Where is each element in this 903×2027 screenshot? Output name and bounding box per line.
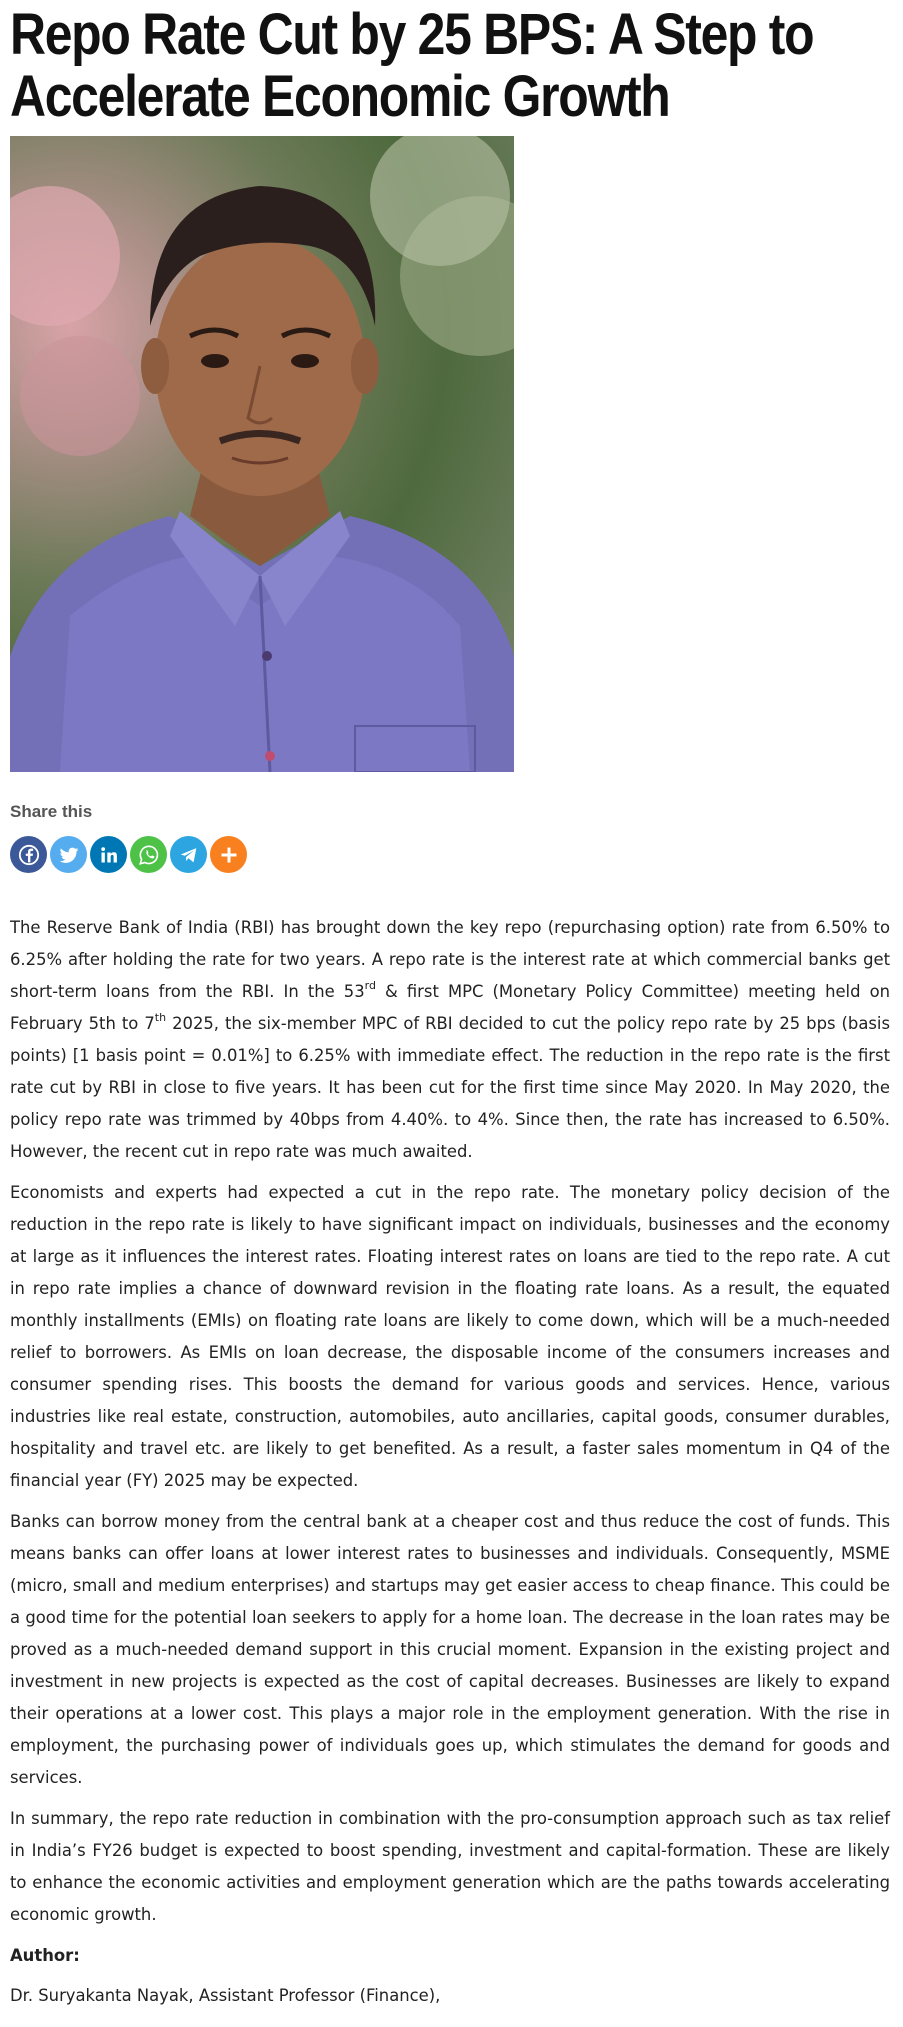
author-label: Author: (10, 1946, 80, 1965)
portrait-illustration (10, 136, 514, 772)
share-buttons (10, 836, 247, 873)
paragraph-1 (10, 912, 890, 1168)
telegram-icon (178, 844, 200, 866)
author-name: Dr. Suryakanta Nayak, Assistant Professor (Finance), (10, 1986, 441, 2005)
paragraph-1-part-a: The Reserve Bank of India (RBI) has brought down the key repo (repurchasing option) rate from 6.50% to 6.25% after holding the rate for two years. A repo rate is the interest rate at which commercial banks get short-term loans from the RBI. In the 53 (10, 918, 890, 1001)
facebook-share-button[interactable] (10, 836, 47, 873)
twitter-icon (58, 844, 80, 866)
superscript-rd: rd (364, 978, 376, 992)
paragraph-3: Banks can borrow money from the central bank at a cheaper cost and thus reduce the cost of funds. This means banks can offer loans at lower interest rates to businesses and individuals. Consequently, MSME (micro, small and medium enterprises) and startups may get easier access to cheap finance. This could be a good time for the potential loan seekers to apply for a home loan. The decrease in the loan rates may be proved as a much-needed demand support in this crucial moment. Expansion in the existing project and investment in new projects is expected as the cost of capital decreases. Businesses are likely to expand their operations at a lower cost. This plays a major role in the employment generation. With the rise in employment, the purchasing power of individuals goes up, which stimulates the demand for goods and services. (10, 1512, 890, 1787)
article-title: Repo Rate Cut by 25 BPS: A Step to Accelerate Economic Growth (10, 2, 814, 129)
share-label: Share this (10, 802, 93, 821)
whatsapp-icon (138, 844, 160, 866)
linkedin-icon (99, 845, 119, 865)
paragraph-1-part-c: 2025, the six-member MPC of RBI decided to cut the policy repo rate by 25 bps (basis points) [1 basis point = 0.01%] to 6.25% with immediate effect. The reduction in the repo rate is the first rate cut by RBI in close to five years. It has been cut for the first time since May 2020. In May 2020, the policy repo rate was trimmed by 40bps from 4.40%. to 4%. Since then, the rate has increased to 6.50%. However, the recent cut in repo rate was much awaited. (10, 1014, 891, 1161)
telegram-share-button[interactable] (170, 836, 207, 873)
facebook-icon (18, 844, 40, 866)
paragraph-2: Economists and experts had expected a cut in the repo rate. The monetary policy decision of the reduction in the repo rate is likely to have significant impact on individuals, businesses and the economy at large as it influences the interest rates. Floating interest rates on loans are tied to the repo rate. A cut in repo rate implies a chance of downward revision in the floating rate loans. As a result, the equated monthly installments (EMIs) on floating rate loans are likely to come down, which will be a much-needed relief to borrowers. As EMIs on loan decrease, the disposable income of the consumers increases and consumer spending rises. This boosts the demand for various goods and services. Hence, various industries like real estate, construction, automobiles, auto ancillaries, capital goods, consumer durables, hospitality and travel etc. are likely to get benefited. As a result, a faster sales momentum in Q4 of the financial year (FY) 2025 may be expected. (10, 1183, 890, 1490)
twitter-share-button[interactable] (50, 836, 87, 873)
paragraph-1-part-b: & first MPC (Monetary Policy Committee) meeting held on February 5th to 7 (10, 982, 890, 1033)
paragraph-4: In summary, the repo rate reduction in combination with the pro-consumption approach such as tax relief in India’s FY26 budget is expected to boost spending, investment and capital-formation. These are likely to enhance the economic activities and employment generation which are the paths towards accelerating economic growth. (10, 1809, 890, 1924)
plus-icon (219, 845, 239, 865)
article-body (10, 912, 890, 2012)
superscript-th: th (154, 1010, 167, 1024)
whatsapp-share-button[interactable] (130, 836, 167, 873)
linkedin-share-button[interactable] (90, 836, 127, 873)
article-container (10, 0, 891, 2005)
author-photo (10, 136, 514, 772)
more-share-button[interactable] (210, 836, 247, 873)
